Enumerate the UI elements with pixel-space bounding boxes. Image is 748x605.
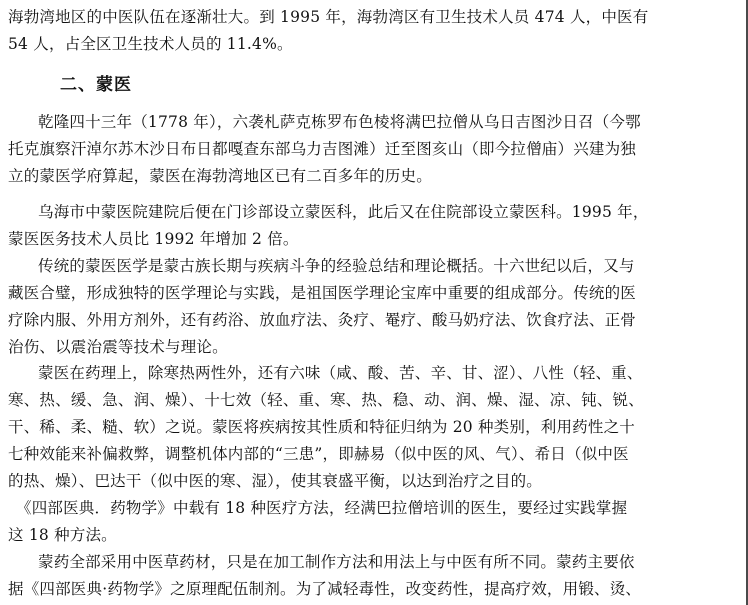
paragraph-line: 立的蒙医学府算起，蒙医在海勃湾地区已有二百多年的历史。 [8, 167, 432, 185]
paragraph-line: 乾隆四十三年（1778 年），六袭札萨克栋罗布色棱将满巴拉僧从乌日吉图沙日召（今鄂 [38, 113, 641, 131]
paragraph-line: 治伤、以震治震等技术与理论。 [8, 338, 228, 356]
paragraph-line: 传统的蒙医医学是蒙古族长期与疾病斗争的经验总结和理论概括。十六世纪以后，又与 [38, 257, 635, 275]
paragraph-line: 寒、热、缓、急、润、燥）、十七效（轻、重、寒、热、稳、动、润、燥、湿、凉、钝、锐、 [8, 391, 644, 409]
paragraph-line: 《四部医典．药物学》中载有 18 种医疗方法，经满巴拉僧培训的医生，要经过实践掌握 [16, 499, 628, 517]
paragraph-line: 蒙医在药理上，除寒热两性外，还有六味（咸、酸、苦、辛、甘、涩）、八性（轻、重、 [38, 364, 643, 382]
paragraph-line: 这 18 种方法。 [8, 526, 117, 544]
section-heading: 二、蒙医 [60, 75, 132, 95]
paragraph-line: 疗除内服、外用方剂外，还有药浴、放血疗法、灸疗、罨疗、酸马奶疗法、饮食疗法、正骨 [8, 311, 637, 329]
paragraph-line: 蒙医医务技术人员比 1992 年增加 2 倍。 [8, 230, 299, 248]
paragraph-line: 藏医合璧，形成独特的医学理论与实践，是祖国医学理论宝库中重要的组成部分。传统的医 [8, 284, 637, 302]
paragraph-line: 托克旗察汗淖尔苏木沙日布日都嘎查东部乌力吉图滩）迁至图亥山（即今拉僧庙）兴建为独 [8, 140, 637, 158]
paragraph-line: 干、稀、柔、糙、软）之说。蒙医将疾病按其性质和特征归纳为 20 种类别，利用药性之十 [8, 418, 635, 436]
paragraph-line: 七种效能来补偏救弊，调整机体内部的“三患”，即赫易（似中医的风、气）、希日（似中医 [8, 445, 629, 463]
paragraph-line: 的热、燥）、巴达干（似中医的寒、湿），使其衰盛平衡，以达到治疗之目的。 [8, 472, 543, 490]
paragraph-line: 54 人，占全区卫生技术人员的 11.4%。 [8, 35, 293, 53]
paragraph-line: 乌海市中蒙医院建院后便在门诊部设立蒙医科，此后又在住院部设立蒙医科。1995 年， [38, 203, 649, 221]
paragraph-line: 蒙药全部采用中医草药材，只是在加工制作方法和用法上与中医有所不同。蒙药主要依 [38, 553, 635, 571]
paragraph-line: 海勃湾地区的中医队伍在逐渐壮大。到 1995 年，海勃湾区有卫生技术人员 474 人，中医有 [8, 8, 649, 26]
paragraph-line: 据《四部医典·药物学》之原理配伍制剂。为了减轻毒性，改变药性，提高疗效，用锻、烫、 [8, 580, 642, 598]
